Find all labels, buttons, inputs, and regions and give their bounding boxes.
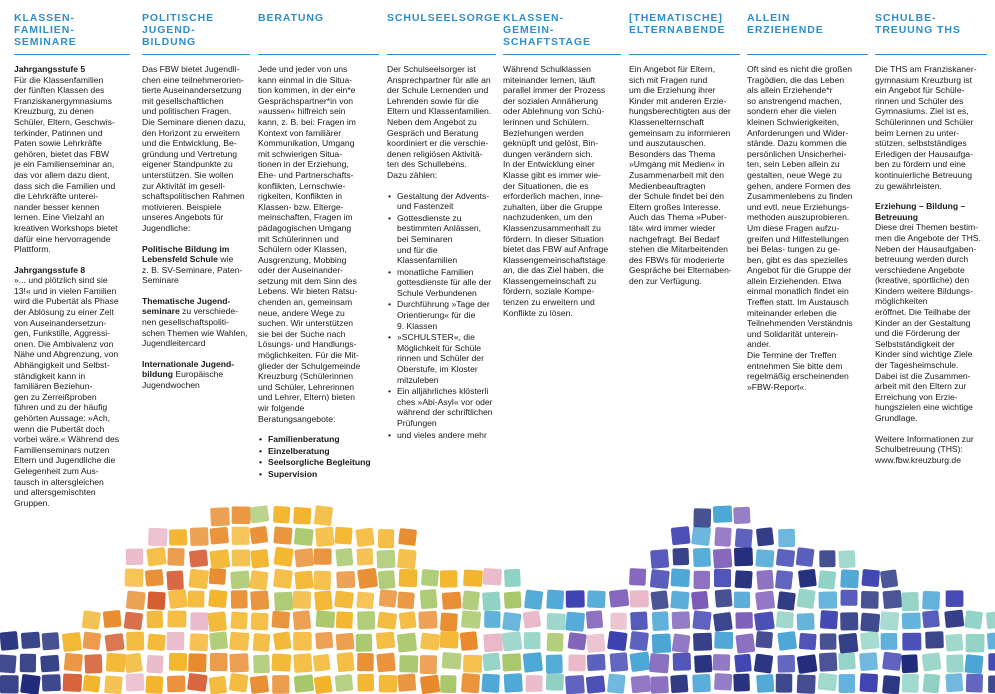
column-3	[258, 12, 379, 481]
column-7	[747, 12, 868, 402]
column-5	[503, 12, 621, 328]
column-title: POLITISCHE JUGEND- BILDUNG	[142, 12, 215, 48]
list-item: • und vieles andere mehr	[387, 430, 496, 441]
column-title: SCHULSEELSORGE	[387, 12, 502, 24]
inline-heading: Erziehung – Bildung – Betreuung	[875, 201, 966, 222]
list-item: • Durchführung »Tage der Orientierung« für die 9. Klassen	[387, 299, 496, 331]
paragraph	[875, 201, 987, 423]
column-8	[875, 12, 987, 475]
list-item: • Gottesdienste zu bestimmten Anlässen, bei Seminaren und für die Klassenfamilien	[387, 213, 496, 266]
inline-text: wie z. B. SV-Seminare, Paten- Seminare	[142, 254, 243, 286]
list-item: • Seelsorgliche Begleitung	[258, 457, 379, 468]
list-item: • Gestaltung der Advents- und Fastenzeit	[387, 191, 496, 212]
list-item: • Ein alljährliches klösterli ches »Abi-Asyl« vor oder während der schriftlichen Prüfungen	[387, 386, 496, 428]
paragraph	[142, 359, 250, 391]
paragraph: Oft sind es nicht die großen Tragödien, die das Leben als allein Erziehende*r so anstrengend machen, sondern eher die vielen kleinen Schwierigkeiten, Anforderungen und Wider- stände. Dazu kommen die persönlichen Unsicherhei- ten, sein Leben allein zu gestalten, neue Wege zu gehen, andere Formen des Zusammenlebens zu finden und evtl. neue Erziehungs- methoden auszuprobieren. Um diese Fragen aufzu- greifen und Hilfestellungen bei Belas- tungen zu ge- ben, gibt es das spezielles Angebot für die Gruppe der allein Erziehenden. Etwa einmal monatlich findet ein Treffen statt. Im Austausch miteinander erleben die Teilnehmenden Verständnis und Solidarität unterein- ander. Die Termine der Treffen entnehmen Sie bitte dem regelmäßig erscheinenden »FBW-Report«.	[747, 64, 853, 392]
column-title: [THEMATISCHE] ELTERNABENDE	[629, 12, 726, 36]
paragraph: Jede und jeder von uns kann einmal in die Situa- tion kommen, in der ein*e Gesprächspartner*in von »aussen« hilfreich sein kann, z. B. bei: Fragen im Kontext von familiärer Kommunikation, Umgang mit schwierigen Situa- tionen in der Erziehung, Ehe- und Partnerschafts- konflikten, Lernschwie- rigkeiten, Konflikten in Klassen- bzw. Elterge- meinschaften, Fragen im pädagogischen Umgang mit Schülerinnen und Schülern oder Klassen, Ausgrenzung, Mobbing oder der Auseinander- setzung mit dem Sinn des Lebens. Wir bieten Ratsu- chenden an, gemeinsam neue, andere Wege zu suchen. Wir unterstützen sie bei der Suche nach Lösungs- und Handlungs- möglichkeiten. Für die Mit- glieder der Schulgemeinde Kreuzburg (Schülerinnen und Schüler, Lehrerinnen und Lehrer, Eltern) bieten wir folgende Beratungsangebote:	[258, 64, 361, 424]
column-body	[142, 64, 250, 391]
column-body	[387, 64, 496, 440]
title-divider	[387, 54, 496, 55]
title-divider	[875, 54, 987, 55]
paragraph	[142, 244, 250, 286]
column-6	[629, 12, 740, 296]
bullet-list	[387, 191, 496, 441]
inline-text: zu verschiede- nen gesellschaftspoliti- schen Themen wie Wahlen, Jugendleitercard	[142, 306, 248, 349]
column-title: KLASSEN- FAMILIEN- SEMINARE	[14, 12, 77, 48]
paragraph: Ein Angebot für Eltern, sich mit Fragen rund um die Erziehung ihrer Kinder mit anderen Erzie- hungsberechtigten aus der Klassenelternschaft gemeinsam zu informieren und auszutauschen. Besonders das Thema »Umgang mit Medien« in Zusammenarbeit mit den Medienbeauftragten der Schule findet bei den Eltern großes Interesse. Auch das Thema »Puber- tät« wird immer wieder nachgefragt. Bei Bedarf stehen die Mitarbeitenden des FBWs für moderierte Gespräche bei Elternaben- den zur Verfügung.	[629, 64, 732, 286]
title-divider	[258, 54, 379, 55]
list-item: • monatliche Familien gottesdienste für alle der Schule Verbundenen	[387, 267, 496, 299]
column-body	[875, 64, 987, 465]
column-body	[14, 64, 130, 508]
paragraph: Das FBW bietet Jugendli- chen eine teilnehmerorien- tierte Auseinandersetzung mit gesellschaftlichen und politischen Fragen. Die Seminare dienen dazu, den Horizont zu erweitern und die Entwicklung, Be- gründung und Vertretung eigener Standpunkte zu unterstützen. Sie wollen zur Aktivität im gesell- schaftspolitischen Rahmen motivieren. Beispiele unseres Angebots für Jugendliche:	[142, 64, 246, 233]
paragraph: »... und plötzlich sind sie 13!« und in vielen Familien wird die Pubertät als Phase der Ablösung zu einer Zeit von Auseinandersetzun- gen, Funkstille, Aggressi- onen. Die Ambivalenz von Nähe und Abgrenzung, von Abhängigkeit und Selbst- ständigkeit kann in familiären Beziehun- gen zu Zerreißproben führen und zu der häufig gehörten Aussage: »Ach, wenn die Pubertät doch vorbei wäre.« Während des Familienseminars nutzen Eltern und Jugendliche die Gelegenheit zum Aus- tausch in altersgleichen und altersgemischten Gruppen.	[14, 275, 120, 508]
inline-heading: Politische Bildung im Lebensfeld Schule	[142, 243, 230, 265]
paragraph	[142, 296, 250, 349]
column-1	[14, 12, 130, 518]
bullet-list	[258, 434, 379, 479]
inline-text: Diese drei Themen bestim- men die Angebote der THS. Neben der Hausaufgaben- betreuung werden durch verschiedene Angebote (kreative, sportliche) den Kindern weitere Bildungs- möglichkeiten eröffnet. Die Teilhabe der Kinder an der Gestaltung und die Förderung der Selbstständigkeit der Kinder sind wichtige Ziele der Tagesheimschule. Dabei ist die Zusammen- arbeit mit den Eltern zur Erreichung von Erzie- hungszielen eine wichtige Grundlage.	[875, 222, 981, 423]
column-body	[629, 64, 740, 286]
column-title: BERATUNG	[258, 12, 324, 24]
list-item: • Supervision	[258, 469, 379, 480]
column-body	[258, 64, 379, 480]
column-2	[142, 12, 250, 401]
inline-heading: Internationale Jugend- bildung	[142, 358, 235, 380]
inline-text: Europäische Jugendwochen	[142, 369, 224, 391]
title-divider	[747, 54, 868, 55]
section-heading: Jahrgangsstufe 5	[14, 64, 86, 74]
list-item: • Familienberatung	[258, 434, 379, 445]
section-heading: Jahrgangsstufe 8	[14, 264, 86, 275]
title-divider	[142, 54, 250, 55]
list-item: • Einzelberatung	[258, 446, 379, 457]
column-body	[503, 64, 621, 318]
title-divider	[14, 54, 130, 55]
paragraph: Weitere Informationen zur Schulbetreuung (THS): www.fbw.kreuzburg.de	[875, 433, 974, 465]
title-divider	[629, 54, 740, 55]
paragraph: Die THS am Franziskaner- gymnasium Kreuzburg ist ein Angebot für Schüle- rinnen und Schüler des Gymnasiums. Ziel ist es, Schülerinnen und Schüler beim Lernen zu unter- stützen, selbstständiges Erledigen der Hausaufga- ben zu fördern und eine kontinuierliche Betreuung zu gewährleisten.	[875, 64, 977, 191]
inline-heading: Thematische Jugend- seminare	[142, 295, 231, 317]
list-item: • »SCHULSTER«, die Möglichkeit für Schüle rinnen und Schüler der Oberstufe, im Kloster mitzuleben	[387, 332, 496, 385]
paragraph: Während Schulklassen miteinander lernen, läuft parallel immer der Prozess der sozialen Annäherung oder Ablehnung von Schü- lerinnen und Schülern. Beziehungen werden geknüpft und gelöst, Bin- dungen verändern sich. In der Entwicklung einer Klasse gibt es immer wie- der Situationen, die es erforderlich machen, inne- zuhalten, über die Gruppe nachzudenken, um den Klassenzusammenhalt zu fördern. In dieser Situation bietet das FBW auf Anfrage Klassengemeinschaftstage an, die das Ziel haben, die Klassengemeinschaft zu fördern, soziale Kompe- tenzen zu erweitern und Konflikte zu lösen.	[503, 64, 609, 318]
column-title: SCHULBE- TREUUNG THS	[875, 12, 961, 36]
title-divider	[503, 54, 621, 55]
column-title: KLASSEN- GEMEIN- SCHAFTSTAGE	[503, 12, 591, 48]
paragraph: Für die Klassenfamilien der fünften Klassen des Franziskanergymnasiums Kreuzburg, zu denen Schüler, Eltern, Geschwis- terkinder, Patinnen und Paten sowie Lehrkräfte gehören, bietet das FBW je ein Familienseminar an, das vor allem dazu dient, dass sich die Familien und die Lehrkräfte unterei- nander besser kennen lernen. Eine Vielzahl an kreativen Workshops bietet dafür eine hervorragende Plattform.	[14, 74, 118, 255]
column-title: ALLEIN ERZIEHENDE	[747, 12, 824, 36]
paragraph: Der Schulseelsorger ist Ansprechpartner für alle an der Schule Lernenden und Lehrenden sowie für die Eltern und Klassenfamilien. Neben dem Angebot zu Gespräch und Beratung koordiniert er die verschie- denen religiösen Aktivitä- ten des Schullebens. Dazu zählen:	[387, 64, 492, 180]
column-body	[747, 64, 868, 392]
column-4	[387, 12, 502, 441]
